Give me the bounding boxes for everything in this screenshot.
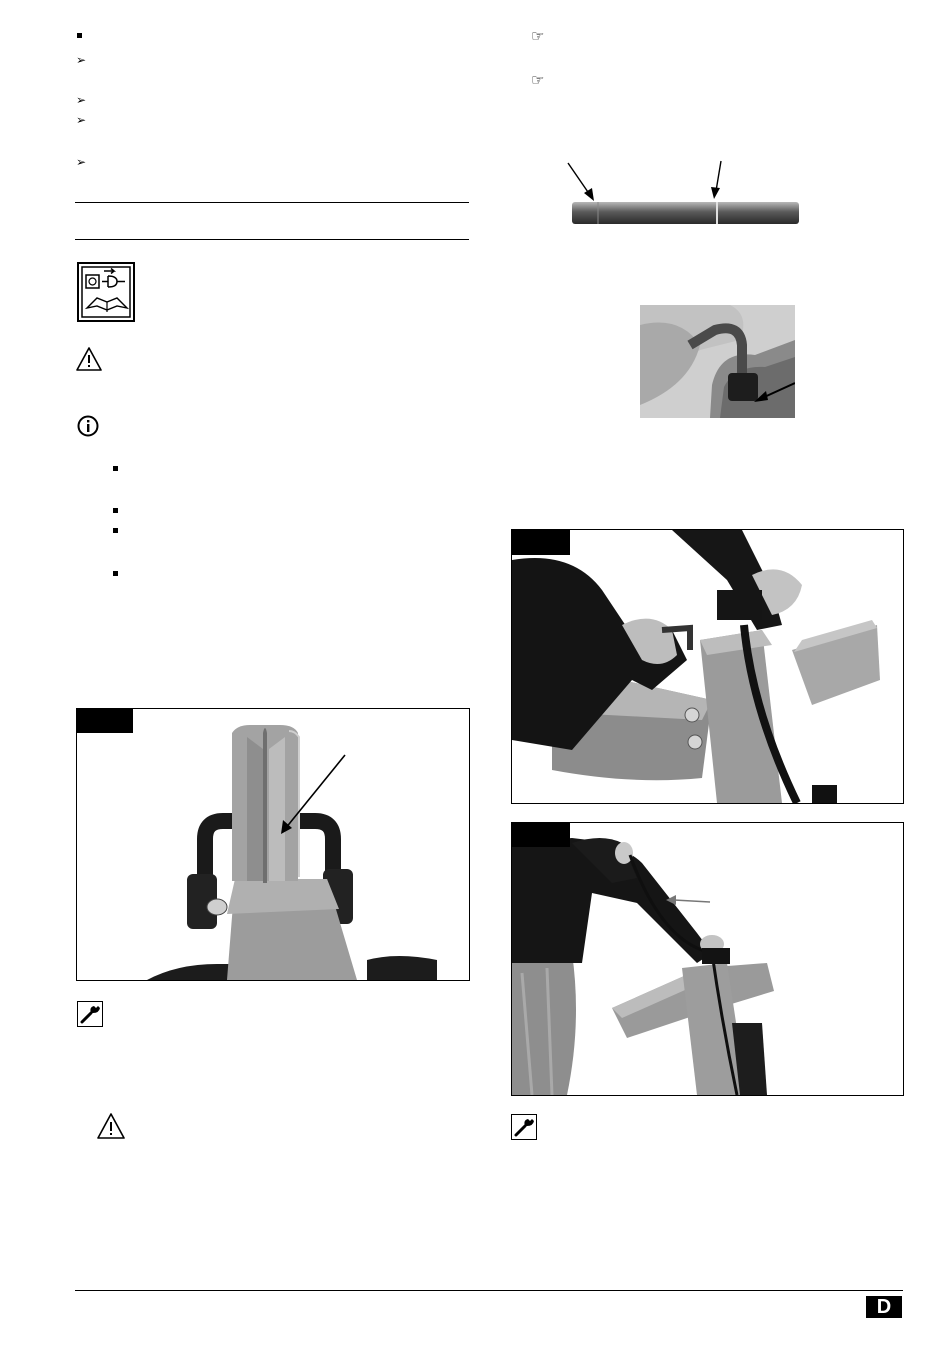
info-circle-icon (77, 415, 99, 437)
section-divider-top (75, 202, 469, 203)
warning-triangle-icon (76, 347, 102, 371)
rod-illustration (560, 155, 810, 230)
pointing-hand-icon: ☞ (531, 72, 545, 89)
footer-rule (75, 1290, 903, 1291)
language-badge: D (866, 1296, 902, 1318)
arrow-bullet-icon: ➢ (76, 53, 87, 67)
warning-triangle-icon (97, 1113, 125, 1139)
arrow-bullet-icon: ➢ (76, 113, 87, 127)
figure-number-tag (512, 530, 570, 555)
photo-hand-allen-key (640, 305, 795, 418)
wrench-icon (77, 1001, 103, 1027)
square-bullet-icon (77, 33, 82, 38)
unplug-read-manual-icon (77, 262, 135, 322)
figure-pulling-cable (511, 822, 904, 1096)
figure-wedge-blade (76, 708, 470, 981)
arrow-bullet-icon: ➢ (76, 155, 87, 169)
figure-number-tag (512, 823, 570, 847)
square-bullet-icon (113, 571, 118, 576)
arrow-bullet-icon: ➢ (76, 93, 87, 107)
section-divider-bottom (75, 239, 469, 240)
square-bullet-icon (113, 508, 118, 513)
wrench-icon (511, 1114, 537, 1140)
figure-number-tag (77, 709, 133, 733)
pointing-hand-icon: ☞ (531, 28, 545, 45)
square-bullet-icon (113, 528, 118, 533)
square-bullet-icon (113, 466, 118, 471)
figure-tightening-screws (511, 529, 904, 804)
